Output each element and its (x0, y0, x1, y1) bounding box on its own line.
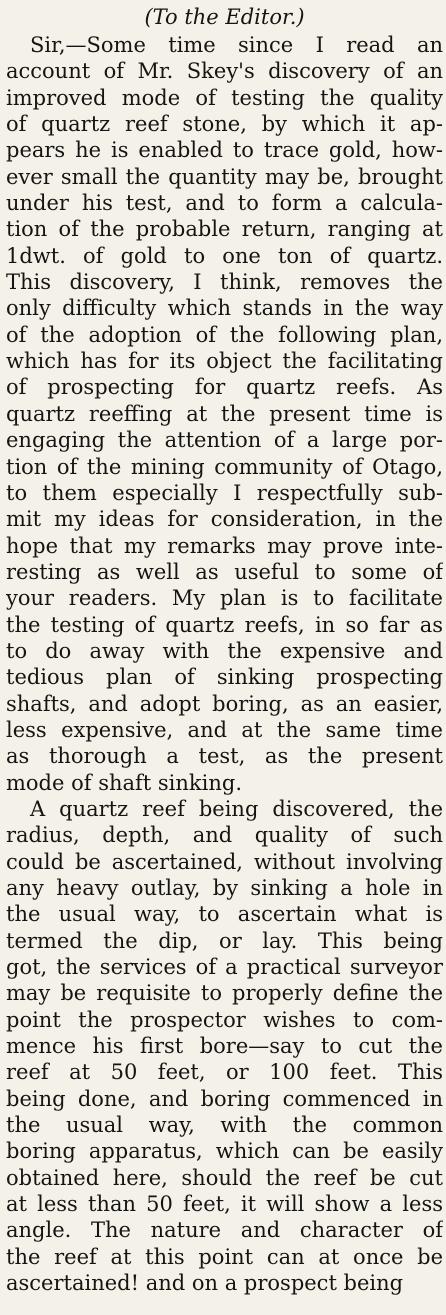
text-line: of quartz reef stone, by which it ap- (6, 112, 443, 137)
text-line: as thorough a test, as the present (6, 744, 443, 769)
text-line: of the adoption of the following plan, (6, 322, 443, 347)
article-heading: (To the Editor.) (144, 5, 305, 29)
text-line: tion of the mining community of Otago, (6, 454, 443, 479)
text-line: pears he is enabled to trace gold, how- (6, 138, 443, 163)
text-line: the usual way, with the common (6, 1113, 443, 1138)
text-line: got, the services of a practical surveyor (6, 955, 443, 980)
paragraph (6, 796, 443, 1297)
text-line: the testing of quartz reefs, in so far as (6, 612, 443, 637)
text-line: of prospecting for quartz reefs. As (6, 375, 443, 400)
text-line: the reef at this point can at once be (6, 1244, 443, 1269)
text-line: mode of shaft sinking. (6, 770, 243, 795)
text-line: ascertained! and on a prospect being (6, 1271, 404, 1296)
text-line: mence his first bore—say to cut the (6, 1034, 443, 1059)
text-line: tion of the probable return, ranging at (6, 217, 443, 242)
text-line: the usual way, to ascertain what is (6, 902, 443, 927)
text-line: may be requisite to properly define the (6, 981, 443, 1006)
text-line: angle. The nature and character of (6, 1218, 443, 1243)
text-line: Sir,—Some time since I read an (30, 33, 443, 57)
text-line: radius, depth, and quality of such (6, 823, 443, 848)
text-line: to do away with the expensive and (6, 638, 443, 663)
text-line: boring apparatus, which can be easily (6, 1139, 443, 1164)
article-body (6, 32, 443, 1297)
text-line: termed the dip, or lay. This being (6, 928, 443, 953)
text-line: This discovery, I think, removes the (6, 270, 443, 295)
text-line: at less than 50 feet, it will show a less (6, 1192, 443, 1217)
text-line: obtained here, should the reef be cut (6, 1165, 443, 1190)
text-line: 1dwt. of gold to one ton of quartz. (6, 243, 443, 268)
text-line: point the prospector wishes to com- (6, 1007, 443, 1032)
text-line: account of Mr. Skey's discovery of an (6, 59, 443, 84)
text-line: engaging the attention of a large por- (6, 428, 443, 453)
text-line: to them especially I respectfully sub- (6, 480, 443, 505)
text-line: improved mode of testing the quality (6, 85, 443, 110)
text-line: ever small the quantity may be, brought (6, 164, 443, 189)
text-line: mit my ideas for consideration, in the (6, 507, 443, 532)
text-line: resting as well as useful to some of (6, 559, 443, 584)
text-line: less expensive, and at the same time (6, 717, 443, 742)
text-line: any heavy outlay, by sinking a hole in (6, 876, 443, 900)
text-line: which has for its object the facilitating (6, 349, 443, 374)
text-line: hope that my remarks may prove inte- (6, 533, 443, 558)
text-line: being done, and boring commenced in (6, 1086, 443, 1111)
text-line: under his test, and to form a calcula- (6, 191, 443, 216)
text-line: could be ascertained, without involving (6, 849, 443, 874)
paragraph (6, 32, 443, 796)
text-line: reef at 50 feet, or 100 feet. This (6, 1060, 443, 1085)
text-line: only difficulty which stands in the way (6, 296, 443, 321)
text-line: quartz reeffing at the present time is (6, 401, 443, 426)
text-line: your readers. My plan is to facilitate (6, 586, 443, 611)
text-line: A quartz reef being discovered, the (30, 796, 443, 821)
text-line: tedious plan of sinking prospecting (6, 665, 443, 690)
text-line: shafts, and adopt boring, as an easier, (6, 691, 443, 716)
